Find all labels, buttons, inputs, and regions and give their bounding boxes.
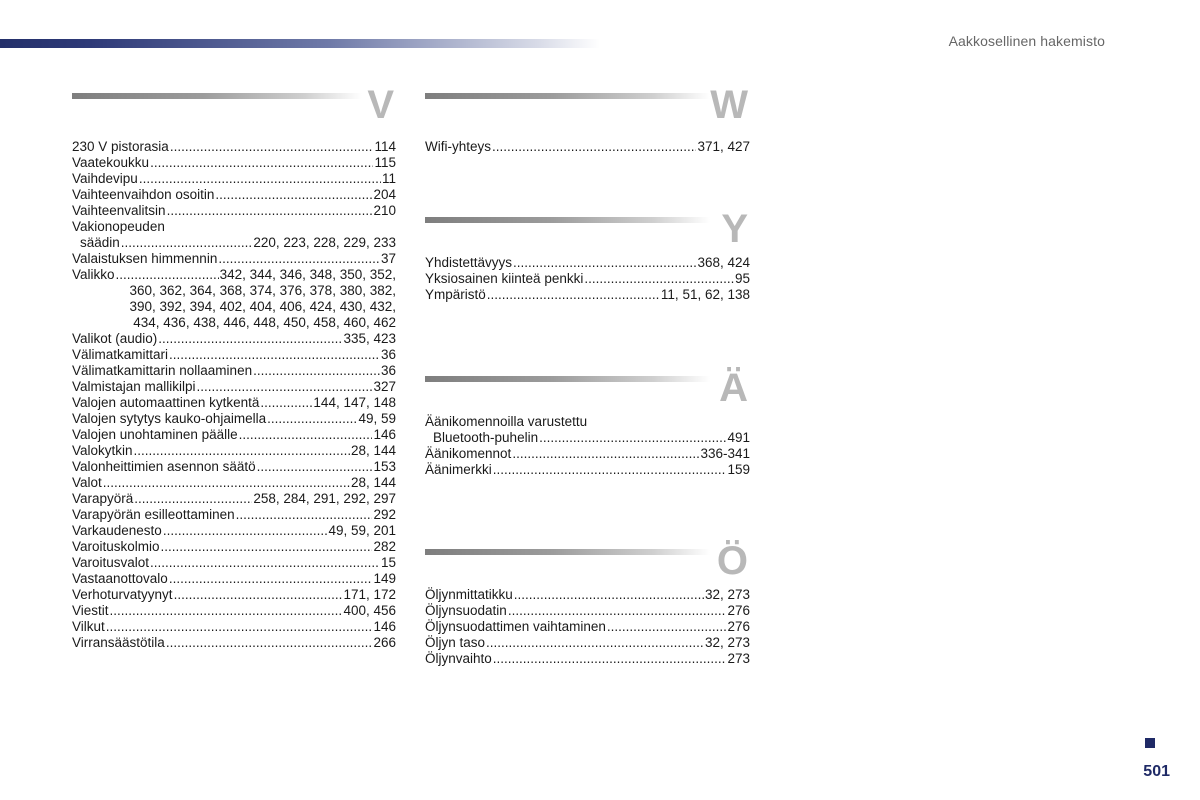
index-entry-continuation: 360, 362, 364, 368, 374, 376, 378, 380, 382, (129, 283, 396, 298)
index-entry[interactable]: Varoituskolmio ..... 282 (72, 539, 396, 555)
section-rule (425, 376, 710, 382)
section-rule (425, 93, 710, 99)
entry-list (425, 414, 750, 478)
index-entry[interactable]: Valojen sytytys kauko-ohjaimella ..... 49, 59 (72, 411, 396, 427)
index-entry[interactable]: Varapyörän esilleottaminen ..... 292 (72, 507, 396, 523)
index-entry-heading: Vakionopeuden (72, 219, 165, 234)
index-entry[interactable]: Varoitusvalot ..... 15 (72, 555, 396, 571)
index-section-y (425, 207, 750, 303)
index-entry[interactable]: Vaihteenvaihdon osoitin ..... 204 (72, 187, 396, 203)
index-entry[interactable]: Vaatekoukku ..... 115 (72, 155, 396, 171)
index-entry[interactable]: Valaistuksen himmennin ..... 37 (72, 251, 396, 267)
index-entry[interactable]: 230 V pistorasia ..... 114 (72, 139, 396, 155)
index-entry[interactable]: Vaihdevipu ..... 11 (72, 171, 396, 187)
index-entry[interactable]: Valojen unohtaminen päälle ..... 146 (72, 427, 396, 443)
entry-list (72, 139, 396, 651)
index-entry[interactable]: Varkaudenesto ..... 49, 59, 201 (72, 523, 396, 539)
section-letter: Ä (719, 366, 748, 410)
index-entry[interactable]: Valojen automaattinen kytkentä ..... 144, 147, 148 (72, 395, 396, 411)
section-letter: V (367, 83, 394, 127)
index-entry[interactable]: Wifi-yhteys ..... 371, 427 (425, 139, 750, 155)
index-entry[interactable]: Öljynsuodattimen vaihtaminen ..... 276 (425, 619, 750, 635)
index-entry-continuation: 434, 436, 438, 446, 448, 450, 458, 460, 462 (133, 315, 396, 330)
page-marker-square (1145, 738, 1155, 748)
section-header (425, 539, 750, 587)
index-entry[interactable]: Varapyörä ..... 258, 284, 291, 292, 297 (72, 491, 396, 507)
section-header (72, 83, 396, 139)
index-entry[interactable]: Verhoturvatyynyt ..... 171, 172 (72, 587, 396, 603)
index-entry[interactable]: Viestit ..... 400, 456 (72, 603, 396, 619)
index-entry-heading: Äänikomennoilla varustettu (425, 414, 588, 429)
section-header (425, 207, 750, 255)
index-entry[interactable]: Yksiosainen kiinteä penkki ..... 95 (425, 271, 750, 287)
index-entry[interactable]: Valokytkin ..... 28, 144 (72, 443, 396, 459)
section-rule (425, 549, 710, 555)
section-rule (72, 93, 362, 99)
index-entry[interactable]: Välimatkamittari ..... 36 (72, 347, 396, 363)
index-entry[interactable]: Vaihteenvalitsin ..... 210 (72, 203, 396, 219)
entry-list (425, 139, 750, 155)
index-entry[interactable]: Äänikomennot ..... 336-341 (425, 446, 750, 462)
index-entry[interactable]: Yhdistettävyys ..... 368, 424 (425, 255, 750, 271)
index-entry-continuation: 390, 392, 394, 402, 404, 406, 424, 430, 432, (129, 299, 396, 314)
index-entry[interactable]: Öljynvaihto ..... 273 (425, 651, 750, 667)
index-entry[interactable]: Öljynsuodatin ..... 276 (425, 603, 750, 619)
index-entry[interactable]: Ympäristö ..... 11, 51, 62, 138 (425, 287, 750, 303)
index-entry[interactable]: Vastaanottovalo ..... 149 (72, 571, 396, 587)
index-entry[interactable]: säädin ..... 220, 223, 228, 229, 233 (72, 235, 396, 251)
index-entry[interactable]: Välimatkamittarin nollaaminen ..... 36 (72, 363, 396, 379)
index-entry[interactable]: Valonheittimien asennon säätö ..... 153 (72, 459, 396, 475)
page-header-title: Aakkosellinen hakemisto (948, 33, 1105, 49)
index-entry[interactable]: Äänimerkki ..... 159 (425, 462, 750, 478)
entry-list (425, 255, 750, 303)
section-header (425, 83, 750, 139)
page-number: 501 (1143, 763, 1170, 780)
entry-list (425, 587, 750, 667)
section-letter: W (710, 83, 748, 127)
section-header (425, 366, 750, 414)
index-section-v (72, 83, 396, 651)
index-section-w (425, 83, 750, 155)
section-rule (425, 217, 710, 223)
index-entry[interactable]: Bluetooth-puhelin ..... 491 (425, 430, 750, 446)
header-accent-bar (0, 39, 600, 48)
index-entry[interactable]: Öljynmittatikku ..... 32, 273 (425, 587, 750, 603)
section-letter: Y (721, 207, 748, 251)
index-entry[interactable]: Valmistajan mallikilpi ..... 327 (72, 379, 396, 395)
index-entry[interactable]: Valot ..... 28, 144 (72, 475, 396, 491)
index-entry[interactable]: Öljyn taso ..... 32, 273 (425, 635, 750, 651)
section-letter: Ö (716, 539, 748, 583)
index-section-oe (425, 539, 750, 667)
index-section-ae (425, 366, 750, 478)
index-entry[interactable]: Vilkut ..... 146 (72, 619, 396, 635)
index-entry[interactable]: Virransäästötila ..... 266 (72, 635, 396, 651)
index-entry[interactable]: Valikot (audio) ..... 335, 423 (72, 331, 396, 347)
index-entry[interactable]: Valikko ..... 342, 344, 346, 348, 350, 352, (72, 267, 396, 283)
